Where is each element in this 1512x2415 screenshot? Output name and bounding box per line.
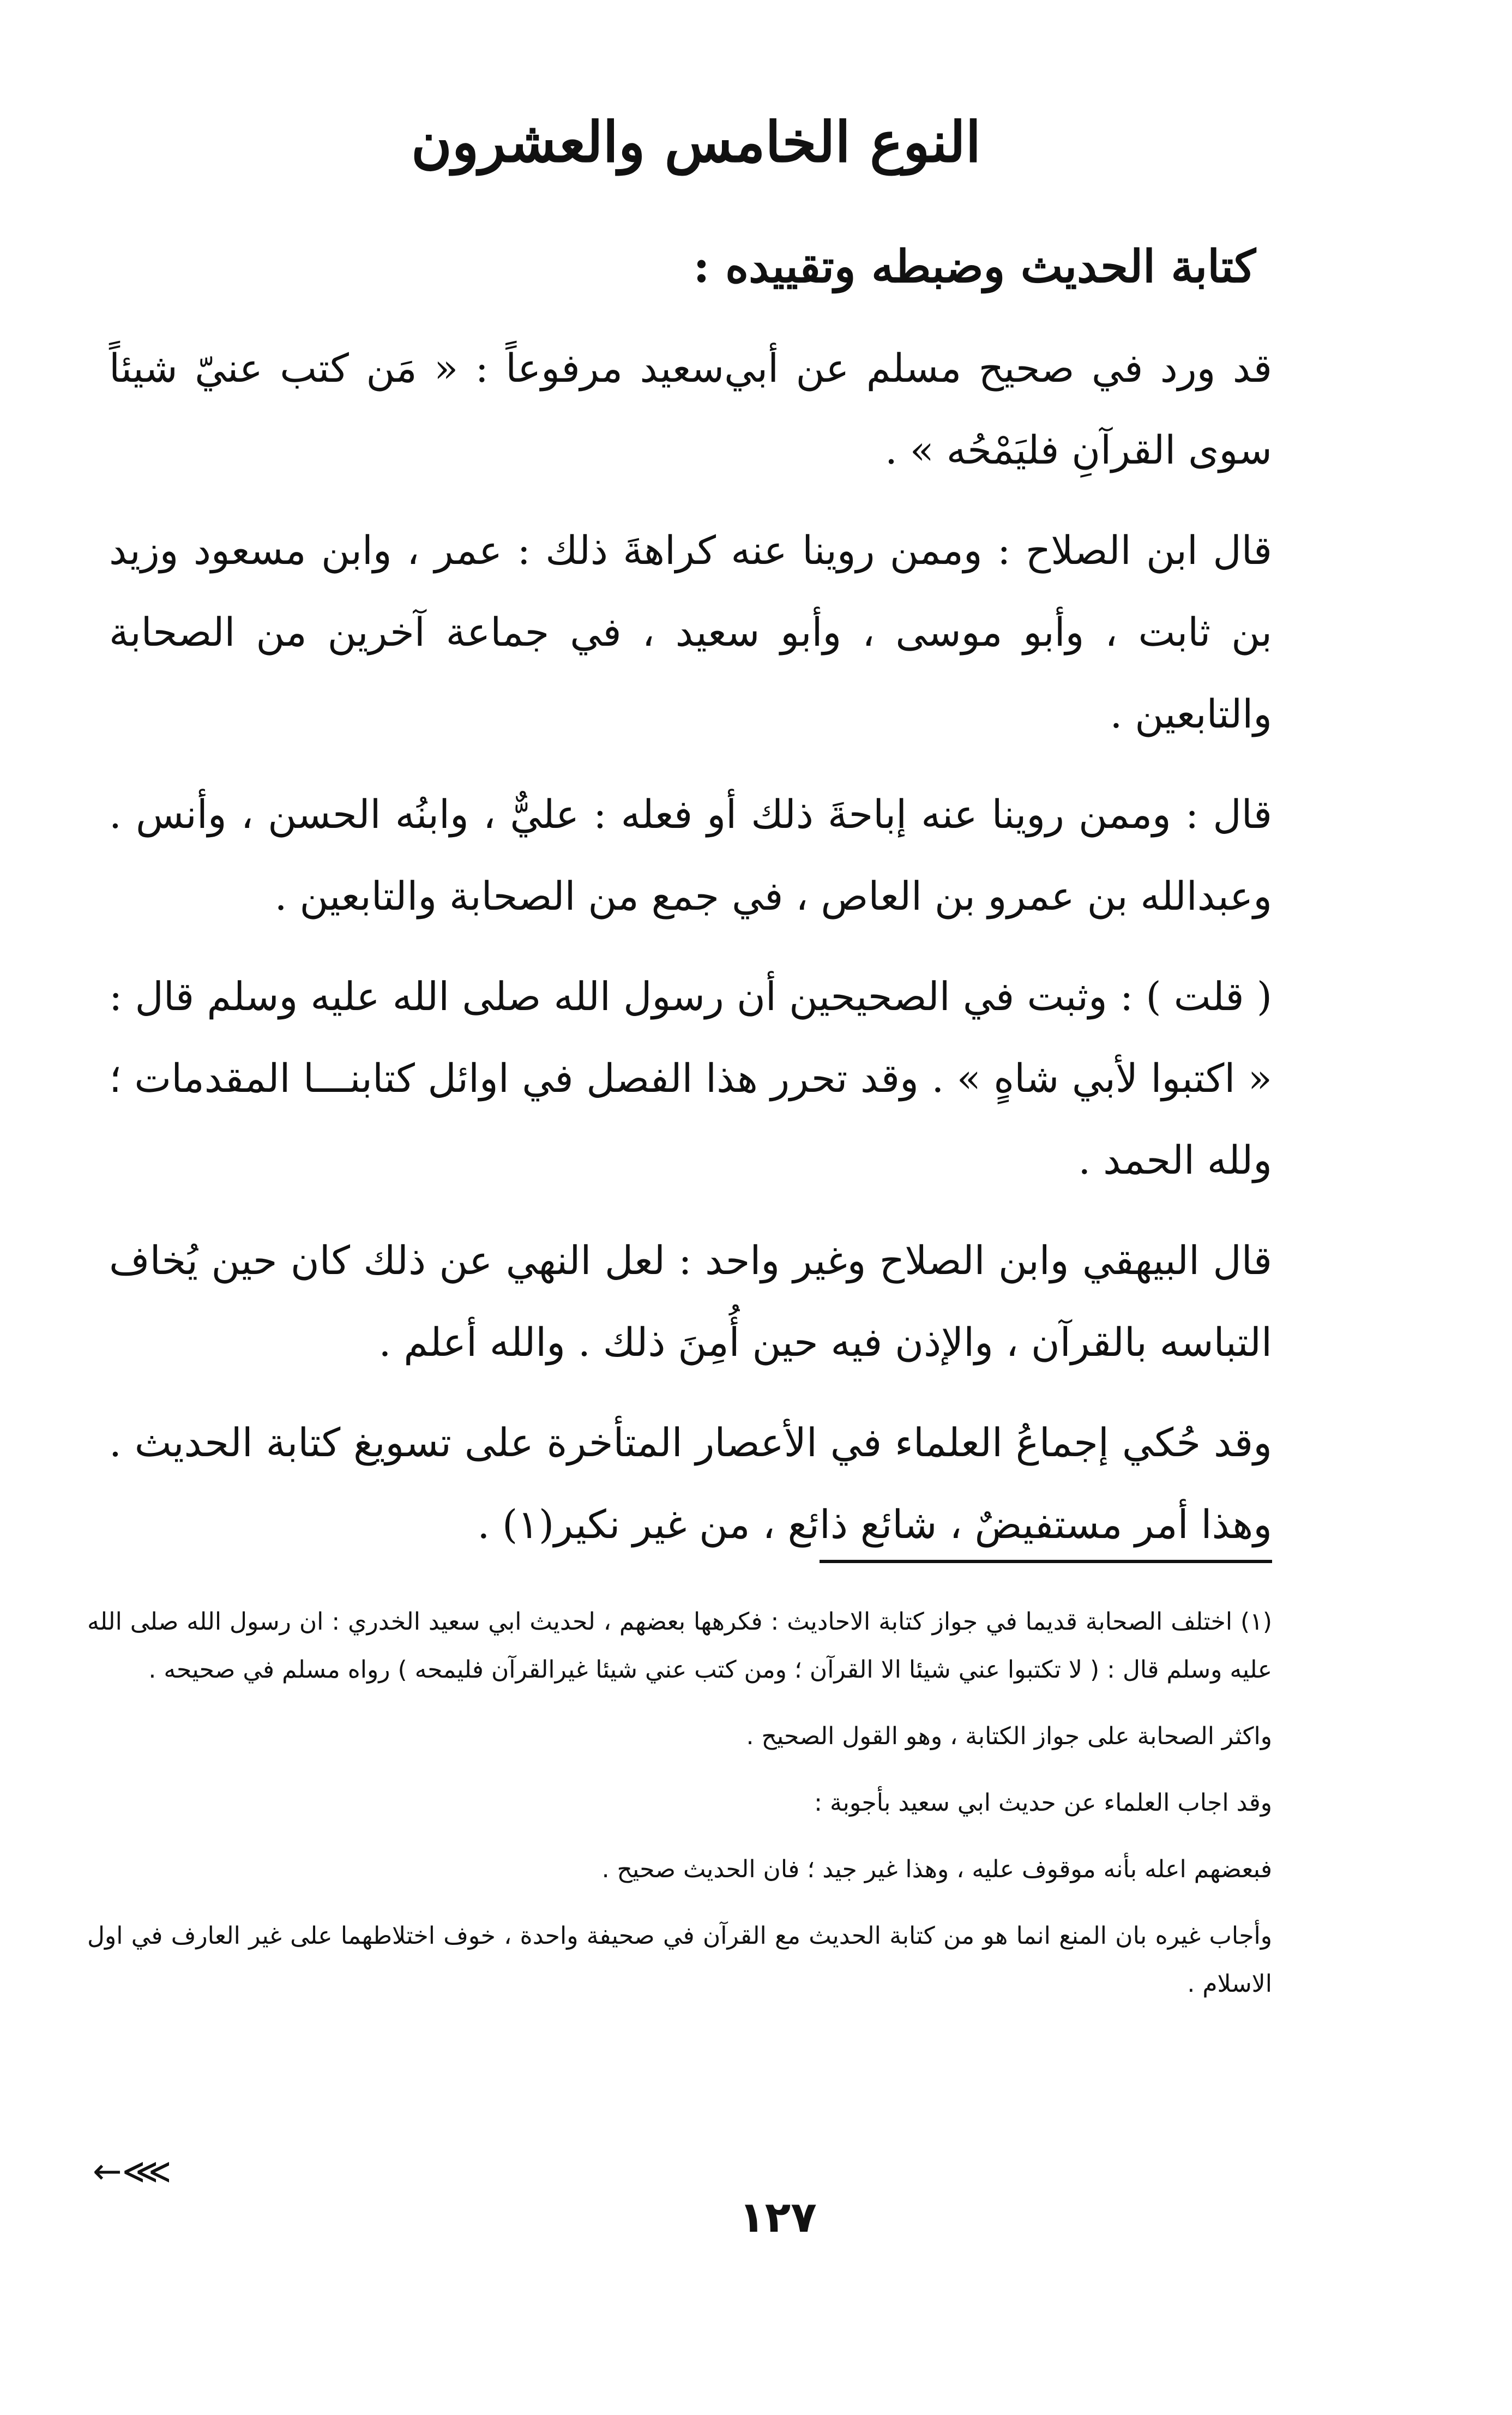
paragraph-3: قال : وممن روينا عنه إباحةَ ذلك أو فعله : عليٌّ ، وابنُه الحسن ، وأنس . وعبدالله بن عمرو بن العاص ، في جمع من الصحابة والتابعين .: [109, 791, 1272, 919]
footnote-separator: [820, 1560, 1272, 1563]
footnote-3: وقد اجاب العلماء عن حديث ابي سعيد بأجوبة :: [814, 1789, 1272, 1817]
page-number: ١٢٧: [739, 2193, 817, 2242]
footnote-5: وأجاب غيره بان المنع انما هو من كتابة الحديث مع القرآن في صحيفة واحدة ، خوف اختلاطهما على غير العارف في اول الاسلام .: [87, 1922, 1272, 1998]
paragraph-4: ( قلت ) : وثبت في الصحيحين أن رسول الله صلى الله عليه وسلم قال : « اكتبوا لأبي شاهٍ » . وقد تحرر هذا الفصل في اوائل كتابنـــا المقدمات ؛ ولله الحمد .: [109, 974, 1272, 1183]
paragraph-6: وقد حُكي إجماعُ العلماء في الأعصار المتأخرة على تسويغ كتابة الحديث . وهذا أمر مستفيضٌ ، شائع ذائع ، من غير نكير(١) .: [109, 1420, 1272, 1547]
section-heading: كتابة الحديث وضبطه وتقييده :: [693, 241, 1256, 293]
footnote-2: واكثر الصحابة على جواز الكتابة ، وهو القول الصحيح .: [746, 1722, 1272, 1750]
paragraph-5: قال البيهقي وابن الصلاح وغير واحد : لعل النهي عن ذلك كان حين يُخاف التباسه بالقرآن ، والإذن فيه حين أُمِنَ ذلك . والله أعلم .: [109, 1237, 1273, 1365]
body-text: [109, 327, 1272, 1584]
paragraph-2: قال ابن الصلاح : وممن روينا عنه كراهةَ ذلك : عمر ، وابن مسعود وزيد بن ثابت ، وأبو موسى ، وأبو سعيد ، في جماعة آخرين من الصحابة والتابعين .: [109, 527, 1272, 737]
footnote-1: (١) اختلف الصحابة قديما في جواز كتابة الاحاديث : فكرهها بعضهم ، لحديث ابي سعيد الخدري : ان رسول الله صلى الله عليه وسلم قال : ( لا تكتبوا عني شيئا الا القرآن ؛ ومن كتب عني شيئا غيرالقرآن فليمحه ) رواه مسلم في صحيحه .: [87, 1608, 1272, 1684]
continuation-arrow-icon: ←⋘: [93, 2152, 172, 2192]
footnote-4: فبعضهم اعله بأنه موقوف عليه ، وهذا غير جيد ؛ فان الحديث صحيح .: [601, 1855, 1272, 1883]
footnotes: [87, 1598, 1272, 2027]
chapter-title: النوع الخامس والعشرون: [411, 110, 981, 175]
paragraph-1: قد ورد في صحيح مسلم عن أبي‌سعيد مرفوعاً : « مَن كتب عنيّ شيئاً سوى القرآنِ فليَمْحُه » .: [109, 345, 1272, 473]
